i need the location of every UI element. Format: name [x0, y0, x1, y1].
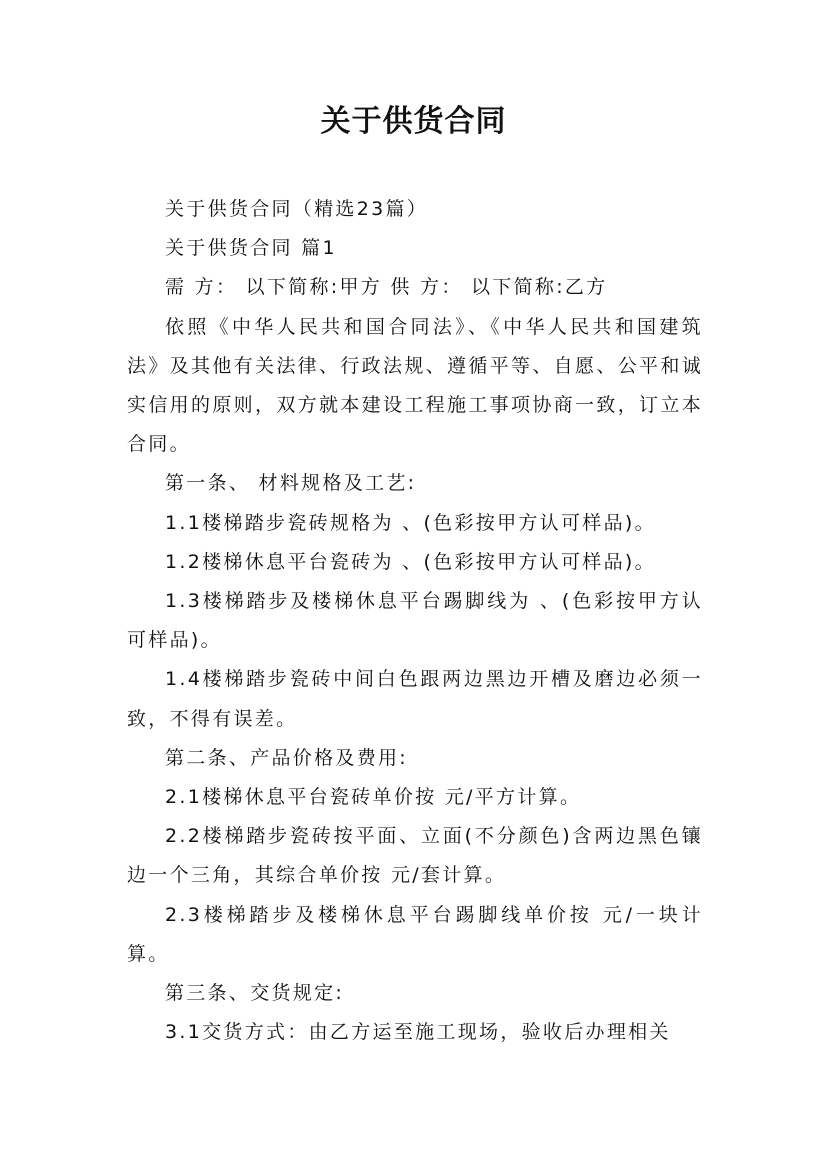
document-body — [127, 190, 703, 1052]
paragraph-preamble: 依照《中华人民共和国合同法》、《中华人民共和国建筑法》及其他有关法律、行政法规、遵循平等、自愿、公平和诚实信用的原则，双方就本建设工程施工事项协商一致，订立本合同。 — [127, 315, 703, 456]
paragraph-clause-2-3: 2.3楼梯踏步及楼梯休息平台踢脚线单价按 元/一块计算。 — [127, 903, 703, 965]
paragraph-clause-1-3: 1.3楼梯踏步及楼梯休息平台踢脚线为 、(色彩按甲方认可样品)。 — [127, 590, 703, 652]
paragraph-article-1-heading: 第一条、 材料规格及工艺: — [165, 472, 417, 495]
paragraph-section-heading: 关于供货合同 篇1 — [165, 237, 337, 260]
paragraph-clause-3-1: 3.1交货方式：由乙方运至施工现场，验收后办理相关 — [165, 1021, 671, 1044]
paragraph-clause-1-1: 1.1楼梯踏步瓷砖规格为 、(色彩按甲方认可样品)。 — [165, 511, 656, 534]
paragraph-article-2-heading: 第二条、产品价格及费用: — [165, 746, 409, 769]
paragraph-parties: 需 方： 以下简称:甲方 供 方： 以下简称:乙方 — [165, 276, 608, 299]
paragraph-subtitle: 关于供货合同（精选23篇） — [165, 198, 429, 220]
paragraph-clause-2-1: 2.1楼梯休息平台瓷砖单价按 元/平方计算。 — [165, 786, 582, 809]
paragraph-clause-1-4: 1.4楼梯踏步瓷砖中间白色跟两边黑边开槽及磨边必须一致，不得有误差。 — [127, 668, 703, 730]
document-title: 关于供货合同 — [320, 104, 507, 139]
paragraph-clause-2-2: 2.2楼梯踏步瓷砖按平面、立面(不分颜色)含两边黑色镶边一个三角，其综合单价按 元/套计算。 — [127, 825, 703, 887]
paragraph-clause-1-2: 1.2楼梯休息平台瓷砖为 、(色彩按甲方认可样品)。 — [165, 550, 656, 573]
paragraph-article-3-heading: 第三条、交货规定: — [165, 982, 345, 1005]
